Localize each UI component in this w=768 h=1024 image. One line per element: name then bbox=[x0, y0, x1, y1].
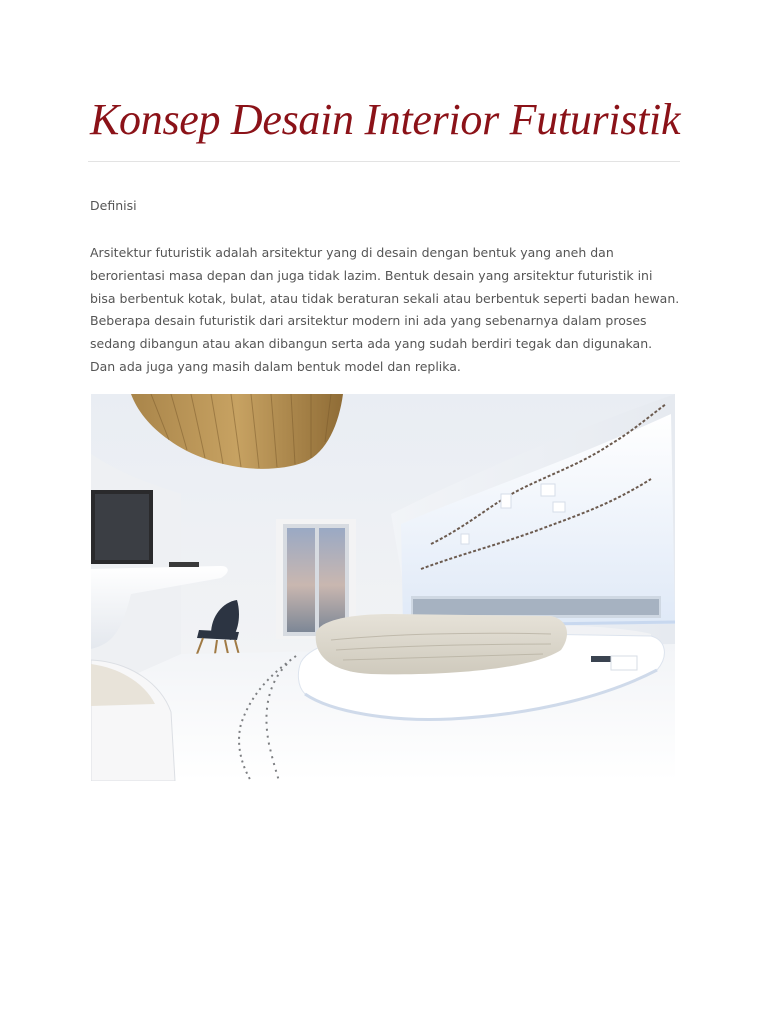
wall-socket bbox=[611, 656, 637, 670]
window-strip-view bbox=[413, 599, 659, 615]
page-title: Konsep Desain Interior Futuristik bbox=[90, 95, 681, 144]
desk-device bbox=[169, 562, 199, 567]
futuristic-bedroom-photo bbox=[91, 394, 675, 781]
tv-screen bbox=[95, 494, 149, 560]
door-glass-left bbox=[287, 528, 315, 632]
section-label: Definisi bbox=[90, 198, 137, 213]
wall-niche-4 bbox=[461, 534, 469, 544]
wall-niche-2 bbox=[541, 484, 555, 496]
door-glass-right bbox=[319, 528, 345, 632]
bedroom-illustration bbox=[91, 394, 675, 781]
wall-niche-1 bbox=[501, 494, 511, 508]
wall-niche-3 bbox=[553, 502, 565, 512]
title-divider bbox=[88, 161, 680, 162]
body-paragraph: Arsitektur futuristik adalah arsitektur yang di desain dengan bentuk yang aneh dan berorientasi masa depan dan juga tidak lazim. Bentuk desain yang arsitektur futuristik ini bisa berbentuk kotak, bulat, atau tidak beraturan sekali atau berbentuk seperti badan hewan. Beberapa desain futuristik dari arsitektur modern ini ada yang sebenarnya dalam proses sedang dibangun atau akan dibangun serta ada yang sudah berdiri tegak dan digunakan. Dan ada juga yang masih dalam bentuk model dan replika. bbox=[90, 245, 680, 374]
